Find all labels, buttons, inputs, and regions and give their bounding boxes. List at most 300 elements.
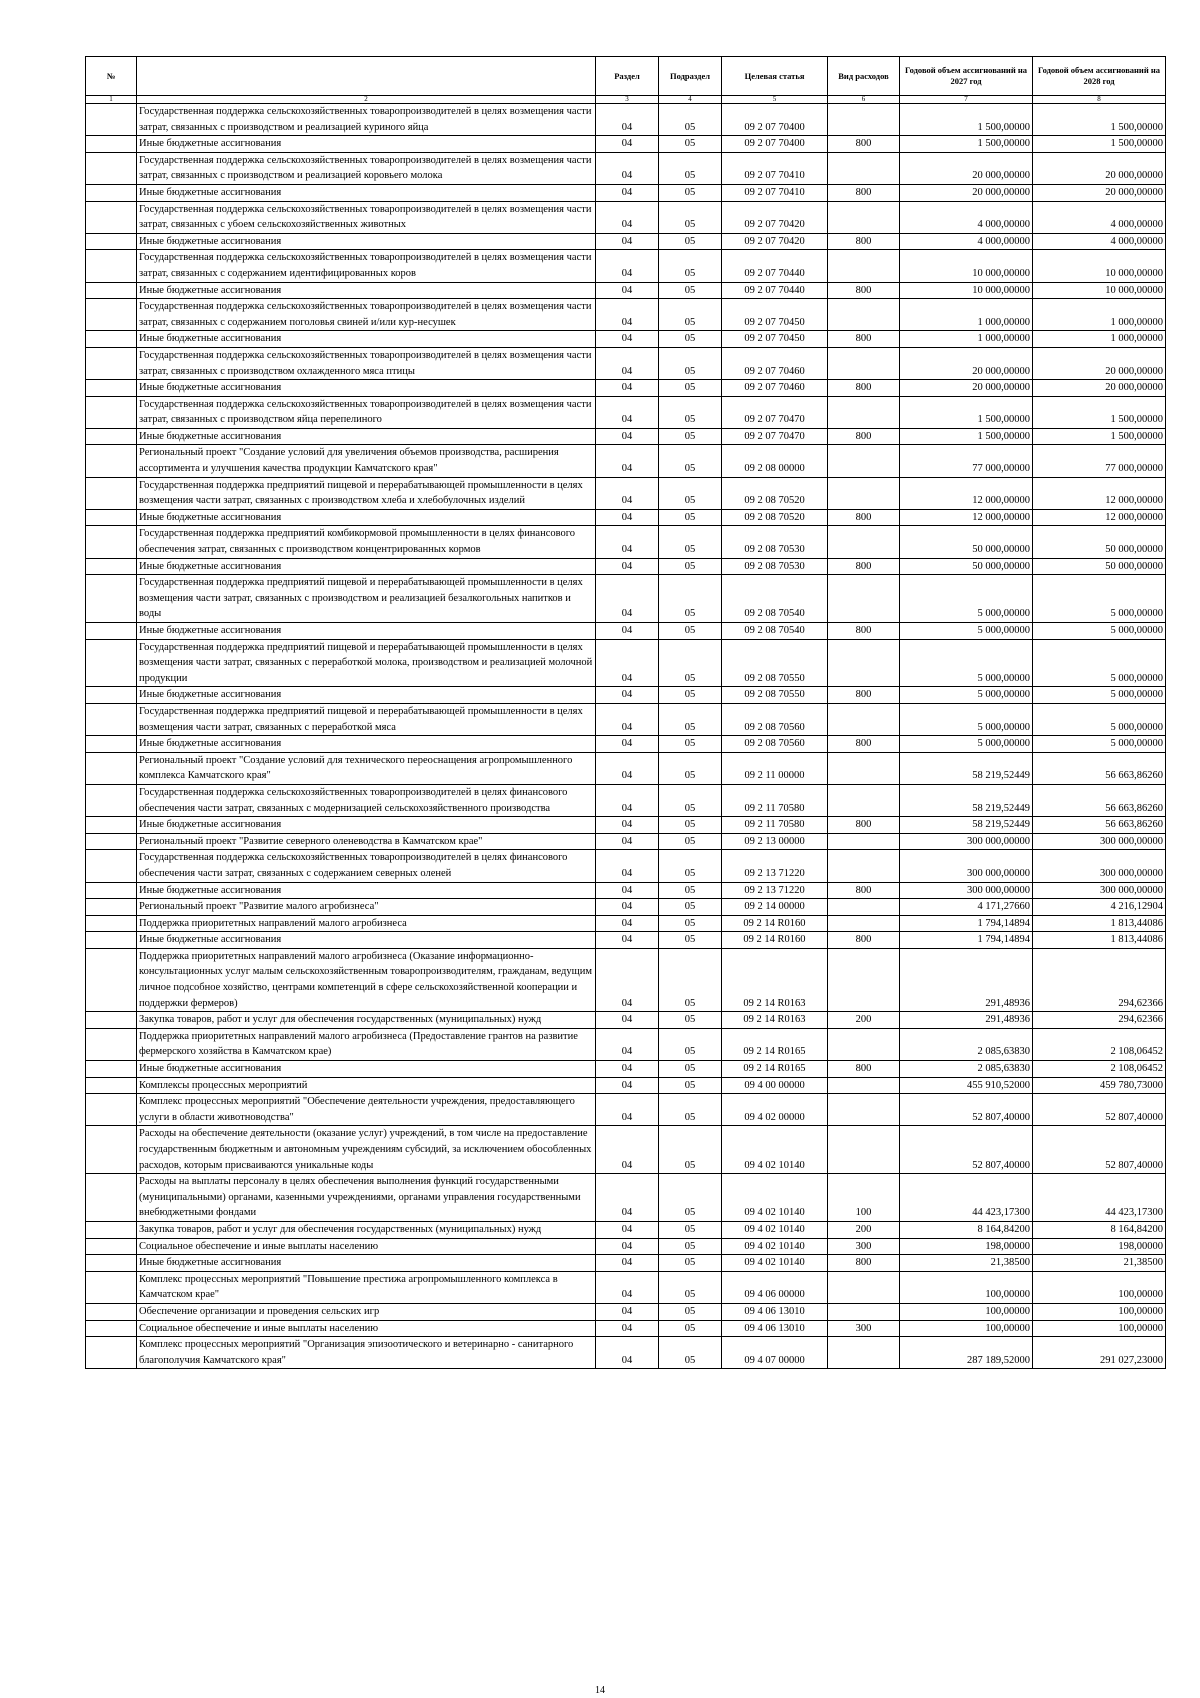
cell-number [86, 1126, 137, 1174]
cell-target-article: 09 2 07 70460 [722, 380, 828, 397]
cell-amount-2028: 5 000,00000 [1033, 623, 1166, 640]
cell-amount-2027: 5 000,00000 [900, 639, 1033, 687]
cell-target-article: 09 2 11 00000 [722, 752, 828, 784]
cell-number [86, 752, 137, 784]
table-row [86, 201, 1166, 233]
table-row [86, 623, 1166, 640]
cell-razdel: 04 [596, 526, 659, 558]
cell-name: Иные бюджетные ассигнования [137, 623, 596, 640]
cell-expense-type: 300 [828, 1238, 900, 1255]
cell-podrazdel: 05 [659, 833, 722, 850]
cell-name: Иные бюджетные ассигнования [137, 184, 596, 201]
cell-target-article: 09 4 06 00000 [722, 1271, 828, 1303]
cell-amount-2028: 2 108,06452 [1033, 1061, 1166, 1078]
cell-number [86, 1238, 137, 1255]
cell-expense-type [828, 833, 900, 850]
table-row [86, 331, 1166, 348]
page-number: 14 [595, 1685, 605, 1696]
cell-number [86, 1094, 137, 1126]
cell-name: Государственная поддержка предприятий пищевой и перерабатывающей промышленности в целях возмещения части затрат, связанных с переработкой молока, производством и реализацией молочной продукции [137, 639, 596, 687]
table-row [86, 752, 1166, 784]
cell-number [86, 250, 137, 282]
cell-number [86, 104, 137, 136]
table-row [86, 1012, 1166, 1029]
cell-razdel: 04 [596, 1028, 659, 1060]
cell-amount-2027: 5 000,00000 [900, 687, 1033, 704]
cell-podrazdel: 05 [659, 752, 722, 784]
cell-razdel: 04 [596, 1077, 659, 1094]
cell-name: Государственная поддержка сельскохозяйственных товаропроизводителей в целях возмещения части затрат, связанных с содержанием поголовья свиней и/или кур-несушек [137, 299, 596, 331]
cell-razdel: 04 [596, 380, 659, 397]
table-row [86, 526, 1166, 558]
cell-expense-type: 800 [828, 736, 900, 753]
cell-expense-type: 800 [828, 380, 900, 397]
cell-name: Государственная поддержка сельскохозяйственных товаропроизводителей в целях финансового обеспечения части затрат, связанных с содержанием северных оленей [137, 850, 596, 882]
cell-name: Государственная поддержка сельскохозяйственных товаропроизводителей в целях возмещения части затрат, связанных с производством и реализацией куриного яйца [137, 104, 596, 136]
cell-razdel: 04 [596, 639, 659, 687]
cell-podrazdel: 05 [659, 882, 722, 899]
cell-number [86, 396, 137, 428]
table-body [86, 104, 1166, 1369]
cell-expense-type: 800 [828, 1255, 900, 1272]
cell-name: Региональный проект "Создание условий для технического переоснащения агропромышленного комплекса Камчатского края" [137, 752, 596, 784]
cell-target-article: 09 2 07 70470 [722, 396, 828, 428]
cell-amount-2028: 12 000,00000 [1033, 477, 1166, 509]
cell-podrazdel: 05 [659, 331, 722, 348]
cell-razdel: 04 [596, 817, 659, 834]
cell-number [86, 201, 137, 233]
cell-target-article: 09 2 07 70420 [722, 233, 828, 250]
cell-razdel: 04 [596, 184, 659, 201]
cell-amount-2027: 20 000,00000 [900, 184, 1033, 201]
table-row [86, 250, 1166, 282]
cell-podrazdel: 05 [659, 282, 722, 299]
cell-number [86, 948, 137, 1011]
cell-amount-2027: 20 000,00000 [900, 380, 1033, 397]
cell-name: Иные бюджетные ассигнования [137, 1255, 596, 1272]
cell-target-article: 09 2 14 R0160 [722, 915, 828, 932]
table-row [86, 1320, 1166, 1337]
cell-name: Иные бюджетные ассигнования [137, 882, 596, 899]
cell-amount-2027: 5 000,00000 [900, 575, 1033, 623]
cell-amount-2027: 52 807,40000 [900, 1126, 1033, 1174]
table-row [86, 948, 1166, 1011]
table-row [86, 282, 1166, 299]
cell-amount-2028: 20 000,00000 [1033, 184, 1166, 201]
cell-amount-2027: 5 000,00000 [900, 623, 1033, 640]
cell-razdel: 04 [596, 1174, 659, 1222]
cell-podrazdel: 05 [659, 1337, 722, 1369]
table-row [86, 299, 1166, 331]
table-row [86, 558, 1166, 575]
cell-target-article: 09 2 08 70530 [722, 558, 828, 575]
header-razdel: Раздел [596, 57, 659, 96]
cell-name: Комплексы процессных мероприятий [137, 1077, 596, 1094]
cell-amount-2028: 2 108,06452 [1033, 1028, 1166, 1060]
cell-amount-2027: 58 219,52449 [900, 817, 1033, 834]
cell-razdel: 04 [596, 152, 659, 184]
cell-number [86, 850, 137, 882]
cell-name: Государственная поддержка сельскохозяйственных товаропроизводителей в целях возмещения части затрат, связанных с производством яйца перепелиного [137, 396, 596, 428]
cell-number [86, 509, 137, 526]
table-row [86, 1028, 1166, 1060]
cell-expense-type [828, 152, 900, 184]
cell-amount-2028: 8 164,84200 [1033, 1221, 1166, 1238]
cell-name: Региональный проект "Создание условий для увеличения объемов производства, расширения ассортимента и улучшения качества продукции Камчатского края" [137, 445, 596, 477]
cell-podrazdel: 05 [659, 1238, 722, 1255]
table-row [86, 396, 1166, 428]
table-row [86, 1238, 1166, 1255]
cell-podrazdel: 05 [659, 623, 722, 640]
cell-expense-type: 800 [828, 932, 900, 949]
cell-amount-2028: 100,00000 [1033, 1271, 1166, 1303]
cell-razdel: 04 [596, 477, 659, 509]
cell-number [86, 136, 137, 153]
cell-razdel: 04 [596, 687, 659, 704]
table-row [86, 703, 1166, 735]
cell-expense-type: 800 [828, 282, 900, 299]
cell-razdel: 04 [596, 282, 659, 299]
cell-name: Государственная поддержка сельскохозяйственных товаропроизводителей в целях возмещения части затрат, связанных с производством охлажденного мяса птицы [137, 347, 596, 379]
cell-podrazdel: 05 [659, 1028, 722, 1060]
cell-expense-type: 800 [828, 623, 900, 640]
cell-amount-2028: 1 813,44086 [1033, 932, 1166, 949]
cell-number [86, 526, 137, 558]
cell-expense-type: 800 [828, 233, 900, 250]
header-podrazdel: Подраздел [659, 57, 722, 96]
cell-number [86, 623, 137, 640]
cell-podrazdel: 05 [659, 509, 722, 526]
cell-target-article: 09 2 07 70440 [722, 282, 828, 299]
table-row [86, 1061, 1166, 1078]
cell-razdel: 04 [596, 509, 659, 526]
cell-amount-2027: 4 000,00000 [900, 201, 1033, 233]
table-row [86, 1255, 1166, 1272]
cell-amount-2027: 1 500,00000 [900, 428, 1033, 445]
cell-target-article: 09 2 14 R0165 [722, 1028, 828, 1060]
cell-razdel: 04 [596, 833, 659, 850]
table-row [86, 1174, 1166, 1222]
cell-podrazdel: 05 [659, 299, 722, 331]
cell-amount-2028: 10 000,00000 [1033, 282, 1166, 299]
cell-amount-2027: 4 000,00000 [900, 233, 1033, 250]
cell-name: Иные бюджетные ассигнования [137, 558, 596, 575]
cell-amount-2028: 4 216,12904 [1033, 899, 1166, 916]
cell-podrazdel: 05 [659, 347, 722, 379]
cell-target-article: 09 2 13 71220 [722, 850, 828, 882]
header-expense-type: Вид расходов [828, 57, 900, 96]
cell-razdel: 04 [596, 899, 659, 916]
cell-razdel: 04 [596, 347, 659, 379]
table-row [86, 347, 1166, 379]
cell-razdel: 04 [596, 250, 659, 282]
cell-razdel: 04 [596, 575, 659, 623]
table-row [86, 784, 1166, 816]
cell-razdel: 04 [596, 396, 659, 428]
cell-podrazdel: 05 [659, 380, 722, 397]
cell-expense-type [828, 784, 900, 816]
cell-number [86, 1077, 137, 1094]
cell-razdel: 04 [596, 915, 659, 932]
cell-amount-2028: 56 663,86260 [1033, 752, 1166, 784]
cell-razdel: 04 [596, 201, 659, 233]
cell-name: Региональный проект "Развитие малого агробизнеса" [137, 899, 596, 916]
cell-target-article: 09 2 13 71220 [722, 882, 828, 899]
cell-name: Государственная поддержка предприятий комбикормовой промышленности в целях финансового обеспечения затрат, связанных с производством концентрированных кормов [137, 526, 596, 558]
column-number: 6 [828, 96, 900, 104]
cell-podrazdel: 05 [659, 1221, 722, 1238]
cell-expense-type [828, 250, 900, 282]
column-number: 4 [659, 96, 722, 104]
cell-target-article: 09 2 08 00000 [722, 445, 828, 477]
cell-name: Закупка товаров, работ и услуг для обеспечения государственных (муниципальных) нужд [137, 1012, 596, 1029]
cell-amount-2027: 8 164,84200 [900, 1221, 1033, 1238]
cell-amount-2027: 58 219,52449 [900, 752, 1033, 784]
cell-amount-2028: 100,00000 [1033, 1320, 1166, 1337]
cell-name: Государственная поддержка сельскохозяйственных товаропроизводителей в целях возмещения части затрат, связанных с производством и реализацией коровьего молока [137, 152, 596, 184]
table-row [86, 104, 1166, 136]
cell-target-article: 09 4 02 10140 [722, 1238, 828, 1255]
cell-podrazdel: 05 [659, 526, 722, 558]
column-number: 7 [900, 96, 1033, 104]
cell-podrazdel: 05 [659, 932, 722, 949]
cell-amount-2028: 50 000,00000 [1033, 558, 1166, 575]
cell-amount-2027: 77 000,00000 [900, 445, 1033, 477]
cell-expense-type: 100 [828, 1174, 900, 1222]
cell-podrazdel: 05 [659, 1077, 722, 1094]
cell-name: Комплекс процессных мероприятий "Обеспечение деятельности учреждения, предоставляющего услуги в области животноводства" [137, 1094, 596, 1126]
cell-number [86, 299, 137, 331]
cell-podrazdel: 05 [659, 1126, 722, 1174]
cell-amount-2027: 300 000,00000 [900, 850, 1033, 882]
cell-amount-2027: 287 189,52000 [900, 1337, 1033, 1369]
table-row [86, 1094, 1166, 1126]
cell-name: Государственная поддержка предприятий пищевой и перерабатывающей промышленности в целях возмещения части затрат, связанных с производством хлеба и хлебобулочных изделий [137, 477, 596, 509]
cell-target-article: 09 2 07 70400 [722, 136, 828, 153]
cell-expense-type [828, 899, 900, 916]
cell-amount-2027: 2 085,63830 [900, 1028, 1033, 1060]
cell-expense-type [828, 1077, 900, 1094]
cell-expense-type [828, 1094, 900, 1126]
cell-razdel: 04 [596, 299, 659, 331]
cell-name: Закупка товаров, работ и услуг для обеспечения государственных (муниципальных) нужд [137, 1221, 596, 1238]
cell-amount-2027: 455 910,52000 [900, 1077, 1033, 1094]
cell-podrazdel: 05 [659, 104, 722, 136]
cell-name: Социальное обеспечение и иные выплаты населению [137, 1320, 596, 1337]
cell-amount-2028: 1 500,00000 [1033, 396, 1166, 428]
cell-amount-2028: 4 000,00000 [1033, 201, 1166, 233]
cell-expense-type [828, 915, 900, 932]
table-row [86, 882, 1166, 899]
cell-name: Иные бюджетные ассигнования [137, 380, 596, 397]
cell-amount-2027: 12 000,00000 [900, 477, 1033, 509]
cell-expense-type [828, 526, 900, 558]
table-row [86, 136, 1166, 153]
cell-expense-type [828, 1303, 900, 1320]
header-row [86, 57, 1166, 96]
cell-target-article: 09 2 07 70450 [722, 331, 828, 348]
cell-amount-2028: 52 807,40000 [1033, 1094, 1166, 1126]
cell-number [86, 1320, 137, 1337]
cell-amount-2028: 21,38500 [1033, 1255, 1166, 1272]
table-row [86, 1271, 1166, 1303]
cell-expense-type [828, 1126, 900, 1174]
cell-target-article: 09 4 00 00000 [722, 1077, 828, 1094]
cell-podrazdel: 05 [659, 736, 722, 753]
cell-expense-type: 800 [828, 136, 900, 153]
cell-razdel: 04 [596, 736, 659, 753]
cell-amount-2028: 10 000,00000 [1033, 250, 1166, 282]
cell-amount-2027: 291,48936 [900, 1012, 1033, 1029]
cell-razdel: 04 [596, 703, 659, 735]
cell-razdel: 04 [596, 1255, 659, 1272]
cell-target-article: 09 2 07 70400 [722, 104, 828, 136]
cell-amount-2028: 1 813,44086 [1033, 915, 1166, 932]
cell-target-article: 09 2 07 70470 [722, 428, 828, 445]
table-row [86, 736, 1166, 753]
cell-target-article: 09 2 11 70580 [722, 817, 828, 834]
cell-expense-type: 800 [828, 558, 900, 575]
cell-number [86, 833, 137, 850]
cell-amount-2027: 10 000,00000 [900, 250, 1033, 282]
cell-podrazdel: 05 [659, 817, 722, 834]
cell-number [86, 1337, 137, 1369]
cell-expense-type: 800 [828, 1061, 900, 1078]
cell-number [86, 784, 137, 816]
cell-amount-2028: 12 000,00000 [1033, 509, 1166, 526]
cell-name: Иные бюджетные ассигнования [137, 736, 596, 753]
table-row [86, 1337, 1166, 1369]
cell-amount-2027: 20 000,00000 [900, 347, 1033, 379]
table-row [86, 152, 1166, 184]
cell-number [86, 1221, 137, 1238]
cell-amount-2028: 294,62366 [1033, 1012, 1166, 1029]
cell-podrazdel: 05 [659, 1061, 722, 1078]
cell-expense-type: 800 [828, 509, 900, 526]
cell-podrazdel: 05 [659, 396, 722, 428]
cell-number [86, 445, 137, 477]
table-row [86, 915, 1166, 932]
cell-target-article: 09 2 08 70550 [722, 639, 828, 687]
cell-name: Социальное обеспечение и иные выплаты населению [137, 1238, 596, 1255]
table-row [86, 817, 1166, 834]
cell-target-article: 09 2 07 70410 [722, 184, 828, 201]
cell-expense-type [828, 396, 900, 428]
cell-expense-type [828, 1028, 900, 1060]
cell-amount-2028: 1 500,00000 [1033, 428, 1166, 445]
cell-podrazdel: 05 [659, 136, 722, 153]
cell-amount-2028: 52 807,40000 [1033, 1126, 1166, 1174]
cell-expense-type [828, 850, 900, 882]
cell-number [86, 184, 137, 201]
cell-name: Иные бюджетные ассигнования [137, 817, 596, 834]
cell-amount-2028: 4 000,00000 [1033, 233, 1166, 250]
header-amount-2028: Годовой объем ассигнований на 2028 год [1033, 57, 1166, 96]
cell-expense-type [828, 347, 900, 379]
budget-table-page [85, 56, 1165, 1369]
cell-podrazdel: 05 [659, 477, 722, 509]
cell-podrazdel: 05 [659, 948, 722, 1011]
cell-target-article: 09 2 14 R0163 [722, 1012, 828, 1029]
cell-razdel: 04 [596, 752, 659, 784]
cell-number [86, 558, 137, 575]
cell-target-article: 09 4 02 10140 [722, 1221, 828, 1238]
cell-target-article: 09 2 08 70540 [722, 623, 828, 640]
cell-number [86, 1174, 137, 1222]
cell-amount-2028: 56 663,86260 [1033, 817, 1166, 834]
cell-razdel: 04 [596, 1094, 659, 1126]
cell-razdel: 04 [596, 948, 659, 1011]
column-number-row [86, 96, 1166, 104]
cell-target-article: 09 4 02 10140 [722, 1126, 828, 1174]
cell-podrazdel: 05 [659, 1255, 722, 1272]
cell-amount-2028: 300 000,00000 [1033, 833, 1166, 850]
cell-podrazdel: 05 [659, 1320, 722, 1337]
cell-name: Региональный проект "Развитие северного оленеводства в Камчатском крае" [137, 833, 596, 850]
cell-amount-2027: 12 000,00000 [900, 509, 1033, 526]
cell-target-article: 09 2 07 70410 [722, 152, 828, 184]
table-row [86, 899, 1166, 916]
cell-podrazdel: 05 [659, 575, 722, 623]
cell-expense-type: 800 [828, 817, 900, 834]
cell-amount-2028: 20 000,00000 [1033, 380, 1166, 397]
cell-podrazdel: 05 [659, 850, 722, 882]
cell-expense-type [828, 752, 900, 784]
cell-number [86, 817, 137, 834]
cell-podrazdel: 05 [659, 703, 722, 735]
cell-number [86, 1061, 137, 1078]
cell-razdel: 04 [596, 882, 659, 899]
cell-amount-2027: 4 171,27660 [900, 899, 1033, 916]
cell-amount-2028: 100,00000 [1033, 1303, 1166, 1320]
column-number: 3 [596, 96, 659, 104]
cell-number [86, 152, 137, 184]
cell-amount-2027: 2 085,63830 [900, 1061, 1033, 1078]
cell-target-article: 09 2 07 70420 [722, 201, 828, 233]
table-row [86, 380, 1166, 397]
cell-target-article: 09 4 02 10140 [722, 1255, 828, 1272]
cell-name: Иные бюджетные ассигнования [137, 282, 596, 299]
cell-podrazdel: 05 [659, 1174, 722, 1222]
cell-podrazdel: 05 [659, 915, 722, 932]
column-number: 5 [722, 96, 828, 104]
cell-target-article: 09 2 14 00000 [722, 899, 828, 916]
cell-expense-type: 800 [828, 687, 900, 704]
cell-amount-2027: 44 423,17300 [900, 1174, 1033, 1222]
cell-amount-2028: 294,62366 [1033, 948, 1166, 1011]
cell-name: Поддержка приоритетных направлений малого агробизнеса (Предоставление грантов на развитие фермерского хозяйства в Камчатском крае) [137, 1028, 596, 1060]
cell-expense-type: 800 [828, 428, 900, 445]
cell-razdel: 04 [596, 1320, 659, 1337]
cell-amount-2028: 5 000,00000 [1033, 639, 1166, 687]
cell-amount-2027: 100,00000 [900, 1271, 1033, 1303]
table-row [86, 850, 1166, 882]
cell-number [86, 331, 137, 348]
cell-name: Поддержка приоритетных направлений малого агробизнеса (Оказание информационно-консультационных услуг малым сельскохозяйственным товаропроизводителям, гражданам, ведущим личное подсобное хозяйство, центрами компетенций в сфере сельскохозяйственной кооперации и поддержки фермеров) [137, 948, 596, 1011]
cell-target-article: 09 2 14 R0163 [722, 948, 828, 1011]
cell-target-article: 09 4 06 13010 [722, 1303, 828, 1320]
cell-number [86, 477, 137, 509]
cell-amount-2027: 58 219,52449 [900, 784, 1033, 816]
header-target-article: Целевая статья [722, 57, 828, 96]
cell-name: Государственная поддержка сельскохозяйственных товаропроизводителей в целях возмещения части затрат, связанных с убоем сельскохозяйственных животных [137, 201, 596, 233]
cell-number [86, 1255, 137, 1272]
cell-amount-2027: 291,48936 [900, 948, 1033, 1011]
cell-number [86, 282, 137, 299]
cell-amount-2027: 21,38500 [900, 1255, 1033, 1272]
cell-razdel: 04 [596, 428, 659, 445]
cell-amount-2027: 300 000,00000 [900, 833, 1033, 850]
